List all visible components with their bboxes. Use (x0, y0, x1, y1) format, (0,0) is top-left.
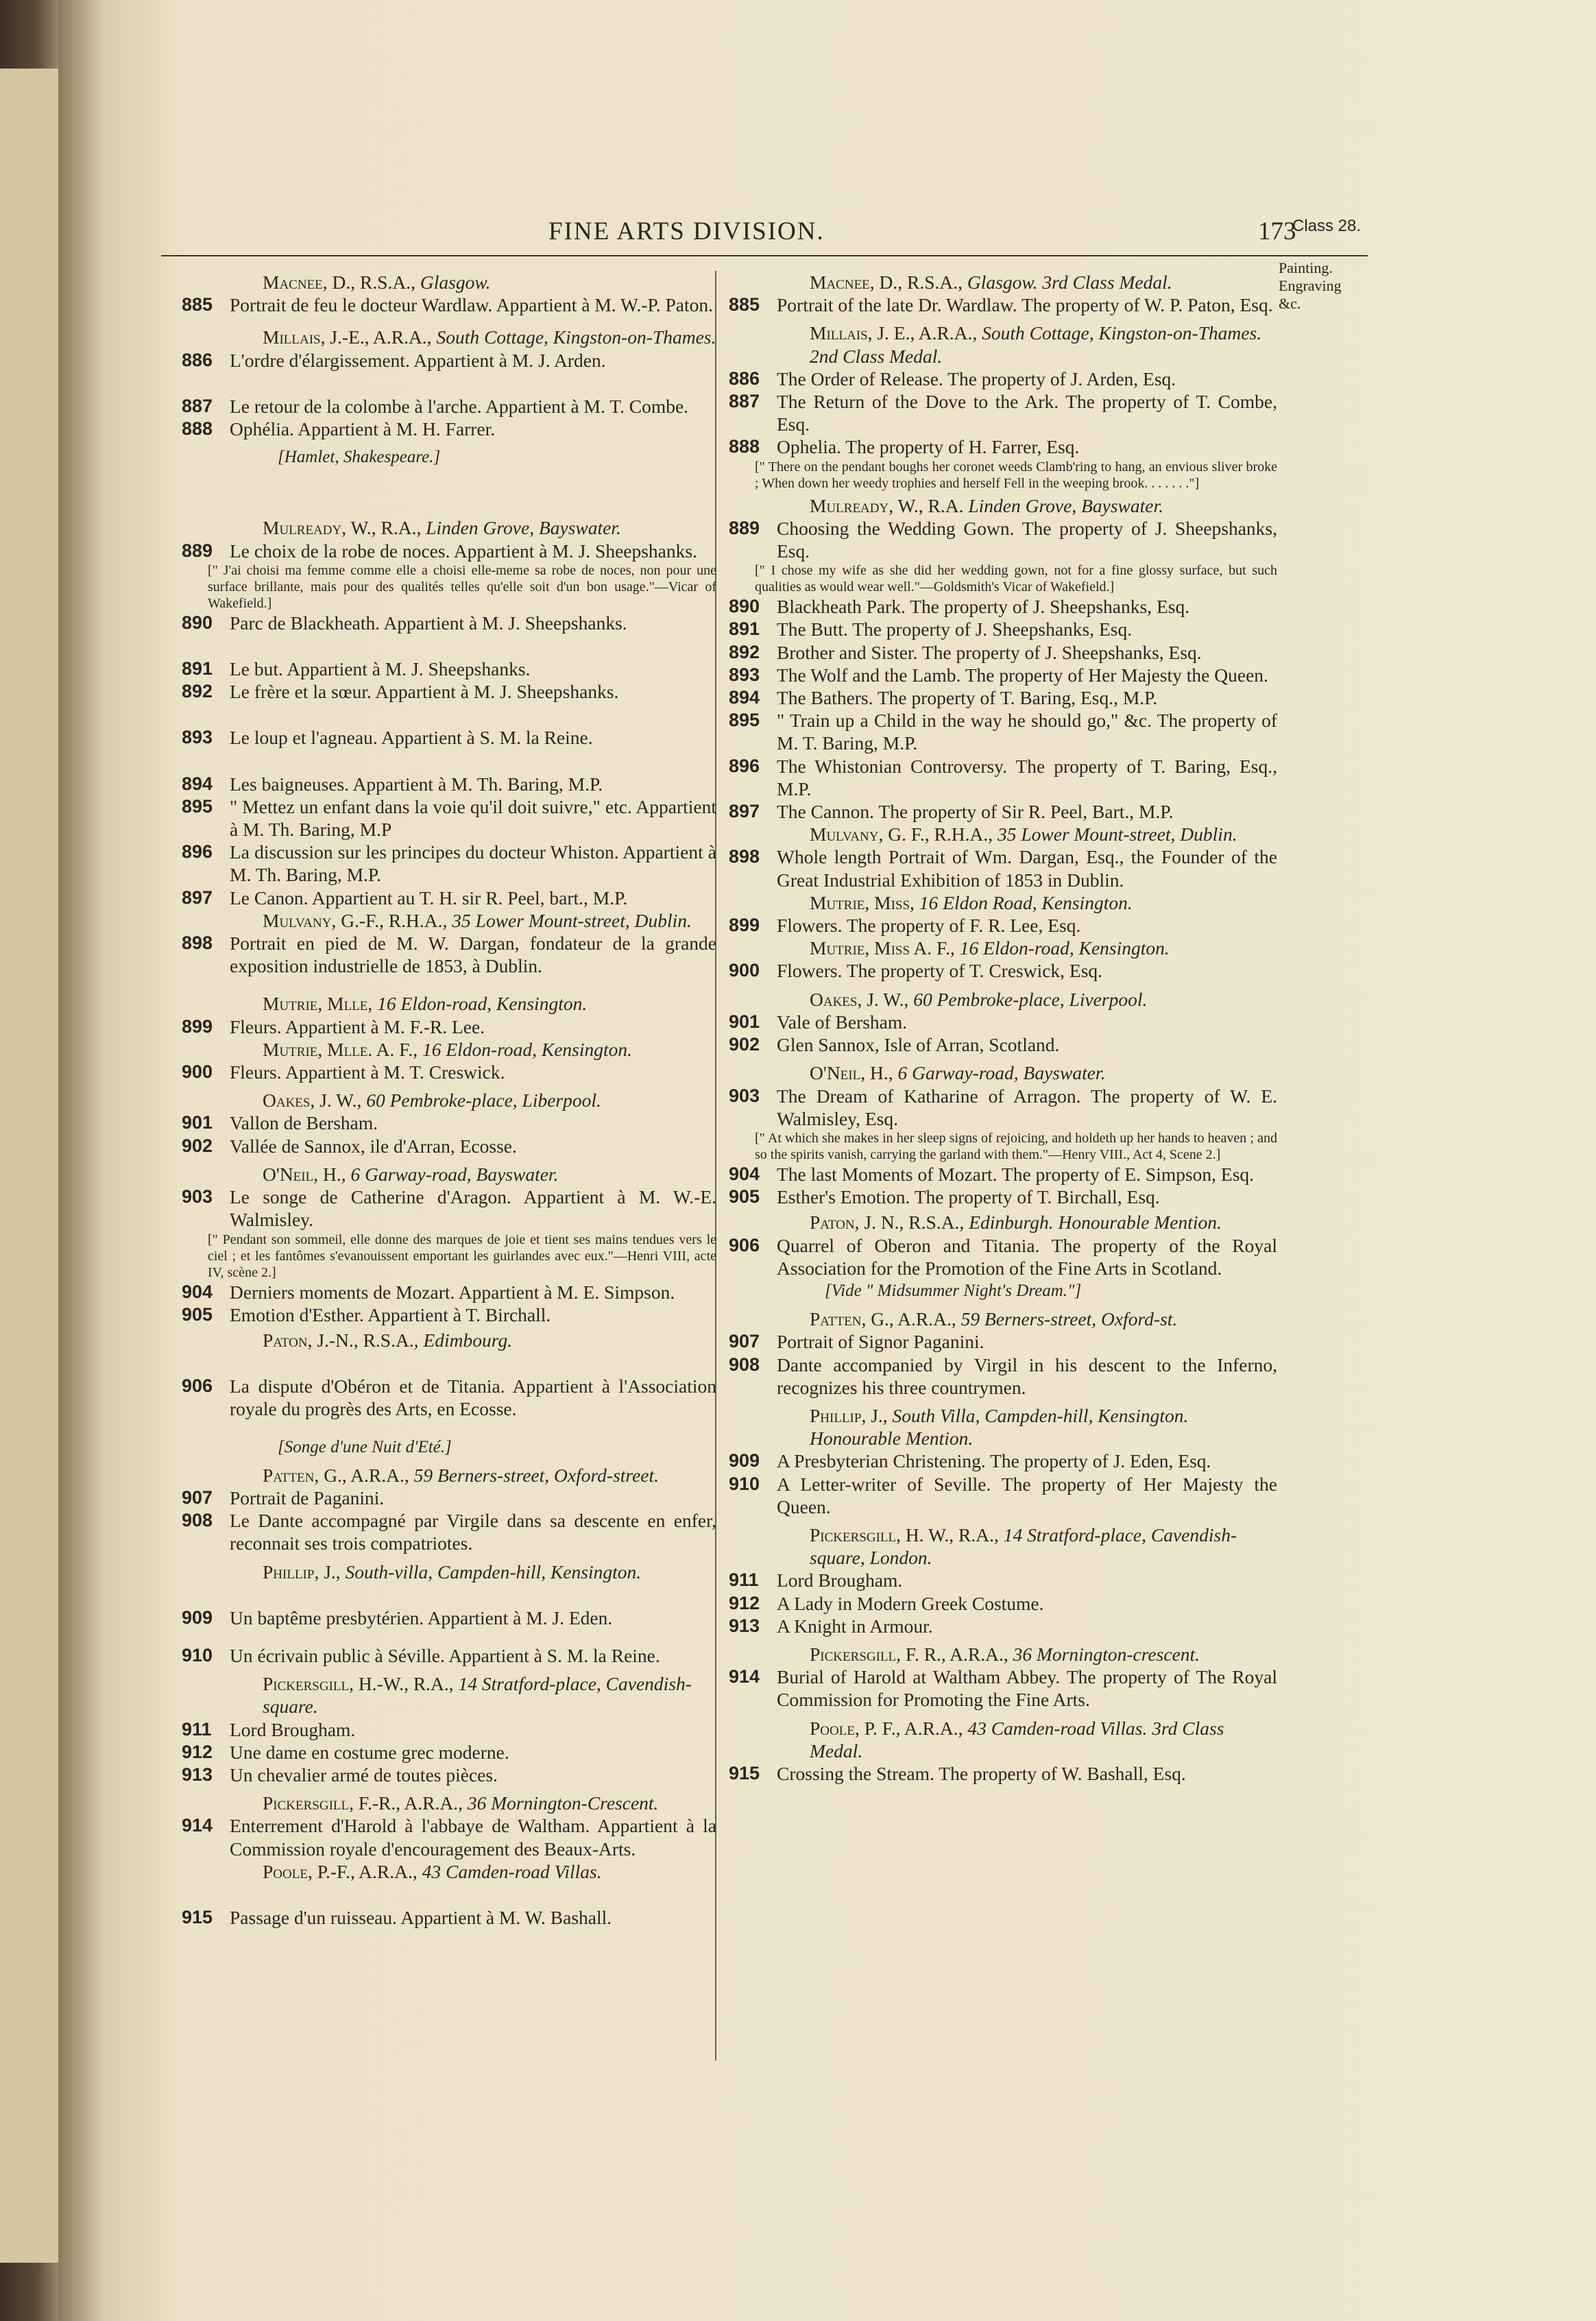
artist-heading: Pickersgill, H. W., R.A., 14 Stratford-place, Cavendish-square, London. (810, 1524, 1237, 1569)
source-reference: [Hamlet, Shakespeare.] (278, 448, 441, 467)
catalogue-entry: 892 Brother and Sister. The property of J. Sheepshanks, Esq. (729, 641, 1202, 663)
artist-heading: Mulvany, G. F., R.H.A., 35 Lower Mount-street, Dublin. (810, 823, 1237, 845)
catalogue-entry: 898 Whole length Portrait of Wm. Dargan, Esq., the Founder of the Great Industrial Exhibition of 1853 in Dublin. (729, 846, 1277, 891)
catalogue-entry: 886 L'ordre d'élargissement. Appartient à M. J. Arden. (182, 349, 606, 371)
artist-heading: Mulready, W., R.A., Linden Grove, Bayswater. (263, 517, 621, 539)
catalogue-entry: 895 " Mettez un enfant dans la voie qu'il doit suivre," etc. Appartient à M. Th. Baring, M.P (182, 795, 716, 841)
artist-heading: O'Neil, H., 6 Garway-road, Bayswater. (263, 1163, 559, 1185)
artist-heading: Macnee, D., R.S.A., Glasgow. (263, 272, 491, 293)
artist-heading: Poole, P. F., A.R.A., 43 Camden-road Villas. 3rd Class Medal. (810, 1717, 1224, 1761)
artist-heading: O'Neil, H., 6 Garway-road, Bayswater. (810, 1062, 1106, 1084)
source-reference: [Vide " Midsummer Night's Dream."] (825, 1281, 1082, 1300)
catalogue-entry: 888 Ophelia. The property of H. Farrer, Esq. (729, 436, 1080, 458)
catalogue-entry: 906 La dispute d'Obéron et de Titania. Appartient à l'Association royale du progrès des Arts, en Ecosse. (182, 1375, 716, 1420)
artist-heading: Poole, P.-F., A.R.A., 43 Camden-road Villas. (263, 1860, 602, 1882)
artist-heading: Mulvany, G.-F., R.H.A., 35 Lower Mount-street, Dublin. (263, 909, 692, 931)
artist-heading: Patten, G., A.R.A., 59 Berners-street, Oxford-st. (810, 1308, 1178, 1330)
side-label-line: &c. (1279, 295, 1301, 312)
catalogue-entry: 892 Le frère et la sœur. Appartient à M. J. Sheepshanks. (182, 681, 619, 703)
catalogue-entry: 908 Dante accompanied by Virgil in his descent to the Inferno, recognizes his three countrymen. (729, 1354, 1277, 1398)
catalogue-entry: 886 The Order of Release. The property of J. Arden, Esq. (729, 368, 1176, 389)
catalogue-entry: 901 Vale of Bersham. (729, 1011, 908, 1033)
artist-heading: Macnee, D., R.S.A., Glasgow. 3rd Class Medal. (810, 272, 1172, 293)
catalogue-entry: 902 Glen Sannox, Isle of Arran, Scotland. (729, 1034, 1060, 1056)
catalogue-entry: 893 The Wolf and the Lamb. The property of Her Majesty the Queen. (729, 664, 1268, 686)
catalogue-entry: 900 Fleurs. Appartient à M. T. Creswick. (182, 1061, 505, 1083)
side-label (1279, 255, 1375, 313)
catalogue-entry: 904 Derniers moments de Mozart. Appartient à M. E. Simpson. (182, 1281, 675, 1303)
catalogue-entry: 900 Flowers. The property of T. Creswick, Esq. (729, 960, 1103, 982)
catalogue-entry: 905 Emotion d'Esther. Appartient à T. Birchall. (182, 1303, 551, 1325)
catalogue-entry: 915 Crossing the Stream. The property of W. Bashall, Esq. (729, 1762, 1186, 1784)
page-number: 173 (1258, 217, 1296, 245)
artist-heading: Oakes, J. W., 60 Pembroke-place, Liberpool. (263, 1090, 601, 1111)
catalogue-entry: 914 Burial of Harold at Waltham Abbey. The property of The Royal Commission for Promoting the Fine Arts. (729, 1666, 1277, 1711)
catalogue-entry: 889 Le choix de la robe de noces. Appartient à M. J. Sheepshanks. (182, 540, 697, 562)
book-page (58, 0, 1596, 2321)
catalogue-entry: 897 The Cannon. The property of Sir R. Peel, Bart., M.P. (729, 801, 1174, 823)
source-reference: [Songe d'une Nuit d'Eté.] (278, 1437, 452, 1456)
catalogue-entry: 896 The Whistonian Controversy. The property of T. Baring, Esq., M.P. (729, 755, 1277, 799)
artist-heading: Millais, J.-E., A.R.A., South Cottage, Kingston-on-Thames. (263, 326, 716, 348)
artist-heading: Paton, J.-N., R.S.A., Edimbourg. (263, 1329, 513, 1351)
artist-heading: Phillip, J., South Villa, Campden-hill, Kensington. Honourable Mention. (810, 1404, 1189, 1450)
catalogue-entry: 894 The Bathers. The property of T. Baring, Esq., M.P. (729, 687, 1158, 709)
catalogue-entry: 913 Un chevalier armé de toutes pièces. (182, 1764, 498, 1785)
catalogue-entry: 888 Ophélia. Appartient à M. H. Farrer. (182, 418, 496, 440)
catalogue-entry: 904 The last Moments of Mozart. The property of E. Simpson, Esq. (729, 1163, 1255, 1185)
english-column (729, 271, 1277, 2067)
artist-heading: Mutrie, Mlle, 16 Eldon-road, Kensington. (263, 993, 588, 1015)
artist-heading: Patten, G., A.R.A., 59 Berners-street, Oxford-street. (263, 1464, 660, 1486)
artist-heading: Mulready, W., R.A. Linden Grove, Bayswater. (810, 494, 1164, 516)
catalogue-entry: 887 Le retour de la colombe à l'arche. Appartient à M. T. Combe. (182, 395, 689, 417)
catalogue-entry: 911 Lord Brougham. (729, 1570, 903, 1591)
catalogue-entry: 902 Vallée de Sannox, ile d'Arran, Ecosse. (182, 1135, 517, 1157)
catalogue-entry: 889 Choosing the Wedding Gown. The property of J. Sheepshanks, Esq. (729, 517, 1277, 562)
catalogue-entry: 915 Passage d'un ruisseau. Appartient à M. W. Bashall. (182, 1906, 612, 1928)
catalogue-entry: 895 " Train up a Child in the way he should go," &c. The property of M. T. Baring, M.P. (729, 710, 1277, 754)
artist-heading: Oakes, J. W., 60 Pembroke-place, Liverpool. (810, 988, 1148, 1010)
page-header (58, 206, 1596, 247)
catalogue-entry: 907 Portrait of Signor Paganini. (729, 1331, 984, 1353)
catalogue-entry: 893 Le loup et l'agneau. Appartient à S. M. la Reine. (182, 727, 593, 749)
artist-heading: Mutrie, Mlle. A. F., 16 Eldon-road, Kensington. (263, 1038, 633, 1060)
catalogue-entry: 909 Un baptême presbytérien. Appartient à M. J. Eden. (182, 1607, 613, 1628)
catalogue-entry: 909 A Presbyterian Christening. The property of J. Eden, Esq. (729, 1450, 1211, 1472)
facing-page-edge (0, 69, 62, 2263)
artist-heading: Phillip, J., South-villa, Campden-hill, Kensington. (263, 1561, 642, 1583)
catalogue-entry: 887 The Return of the Dove to the Ark. The property of T. Combe, Esq. (729, 391, 1277, 435)
quotation: [" There on the pendant boughs her coronet weeds Clamb'ring to hang, an envious sliver broke ; When down her weedy trophies and herself Fell in the weeping brook. . . . . . ."] (755, 459, 1277, 491)
french-column (182, 271, 716, 2067)
quotation: [" Pendant son sommeil, elle donne des marques de joie et tient ses mains tendues vers le ciel ; et les fantômes s'evanouissent emportant les guirlandes avec eux."—Henri VIII, acte IV, scène 2.] (208, 1231, 716, 1280)
catalogue-entry: 913 A Knight in Armour. (729, 1615, 933, 1637)
running-title: FINE ARTS DIVISION. (548, 217, 825, 245)
header-rule (161, 255, 1368, 256)
catalogue-entry: 899 Flowers. The property of F. R. Lee, Esq. (729, 915, 1081, 937)
catalogue-entry: 896 La discussion sur les principes du docteur Whiston. Appartient à M. Th. Baring, M.P. (182, 841, 716, 886)
catalogue-entry: 890 Blackheath Park. The property of J. Sheepshanks, Esq. (729, 596, 1190, 618)
catalogue-entry: 890 Parc de Blackheath. Appartient à M. J. Sheepshanks. (182, 612, 627, 634)
class-label: Class 28. (1292, 217, 1362, 235)
quotation: [" At which she makes in her sleep signs of rejoicing, and holdeth up her hands to heaven ; and so the spirits vanish, carrying the garland with them."—Henry VIII., Act 4, Scene 2.] (755, 1130, 1277, 1162)
side-label-line: Painting. (1279, 259, 1333, 276)
catalogue-entry: 903 Le songe de Catherine d'Aragon. Appartient à M. W.-E. Walmisley. (182, 1186, 716, 1231)
catalogue-entry: 910 A Letter-writer of Seville. The property of Her Majesty the Queen. (729, 1473, 1277, 1517)
catalogue-entry: 908 Le Dante accompagné par Virgile dans sa descente en enfer, reconnait ses trois compatriotes. (182, 1510, 716, 1554)
artist-heading: Mutrie, Miss, 16 Eldon Road, Kensington. (810, 891, 1133, 913)
catalogue-entry: 912 Une dame en costume grec moderne. (182, 1741, 509, 1763)
catalogue-entry: 914 Enterrement d'Harold à l'abbaye de Waltham. Appartient à la Commission royale d'encouragement des Beaux-Arts. (182, 1815, 716, 1860)
artist-heading: Pickersgill, F.-R., A.R.A., 36 Mornington-Crescent. (263, 1792, 659, 1814)
catalogue-entry: 891 Le but. Appartient à M. J. Sheepshanks. (182, 658, 531, 680)
catalogue-entry: 885 Portrait de feu le docteur Wardlaw. Appartient à M. W.-P. Paton. (182, 294, 713, 316)
catalogue-entry: 901 Vallon de Bersham. (182, 1112, 378, 1134)
catalogue-entry: 910 Un écrivain public à Séville. Appartient à S. M. la Reine. (182, 1644, 660, 1666)
catalogue-entry: 906 Quarrel of Oberon and Titania. The property of the Royal Association for the Promotion of the Fine Arts in Scotland. (729, 1234, 1277, 1279)
catalogue-entry: 903 The Dream of Katharine of Arragon. The property of W. E. Walmisley, Esq. (729, 1085, 1277, 1129)
catalogue-entry: 905 Esther's Emotion. The property of T. Birchall, Esq. (729, 1186, 1160, 1208)
quotation: [" J'ai choisi ma femme comme elle a choisi elle-meme sa robe de noces, non pour une surface brillante, mais pour des qualités telles qu'elle soit d'un bon usage."—Vicar of Wakefield.] (208, 562, 716, 611)
catalogue-entry: 891 The Butt. The property of J. Sheepshanks, Esq. (729, 618, 1133, 640)
catalogue-entry: 898 Portrait en pied de M. W. Dargan, fondateur de la grande exposition industrielle de 1853, à Dublin. (182, 933, 716, 977)
catalogue-entry: 894 Les baigneuses. Appartient à M. Th. Baring, M.P. (182, 773, 603, 795)
side-label-line: Engraving (1279, 277, 1342, 294)
catalogue-entry: 911 Lord Brougham. (182, 1718, 356, 1740)
catalogue-entry: 885 Portrait of the late Dr. Wardlaw. The property of W. P. Paton, Esq. (729, 294, 1273, 316)
artist-heading: Mutrie, Miss A. F., 16 Eldon-road, Kensington. (810, 937, 1170, 959)
catalogue-entry: 899 Fleurs. Appartient à M. F.-R. Lee. (182, 1015, 485, 1037)
catalogue-entry: 897 Le Canon. Appartient au T. H. sir R. Peel, bart., M.P. (182, 887, 628, 909)
artist-heading: Pickersgill, H.-W., R.A., 14 Stratford-place, Cavendish-square. (263, 1673, 692, 1718)
artist-heading: Millais, J. E., A.R.A., South Cottage, Kingston-on-Thames. 2nd Class Medal. (810, 322, 1262, 367)
catalogue-entry: 907 Portrait de Paganini. (182, 1487, 385, 1508)
artist-heading: Paton, J. N., R.S.A., Edinburgh. Honourable Mention. (810, 1212, 1222, 1234)
artist-heading: Pickersgill, F. R., A.R.A., 36 Mornington-crescent. (810, 1643, 1200, 1665)
quotation: [" I chose my wife as she did her wedding gown, not for a fine glossy surface, but such qualities as would wear well."—Goldsmith's Vicar of Wakefield.] (755, 563, 1277, 595)
catalogue-entry: 912 A Lady in Modern Greek Costume. (729, 1592, 1044, 1614)
